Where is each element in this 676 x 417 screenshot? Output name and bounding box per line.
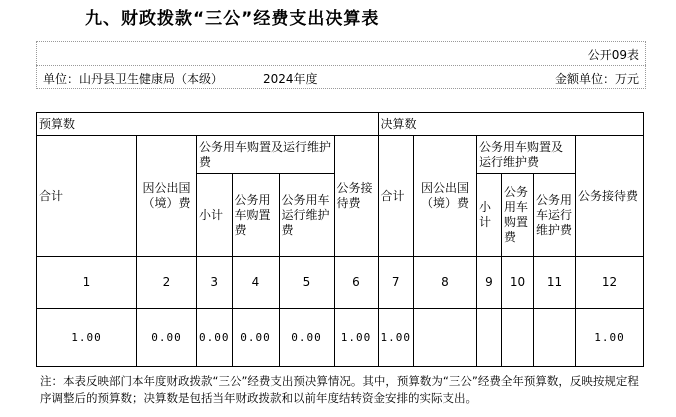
value-cell [414, 309, 477, 367]
page-title: 九、财政拨款“三公”经费支出决算表 [85, 9, 380, 29]
col-number: 11 [534, 257, 576, 309]
budget-header: 预算数 [37, 113, 379, 136]
final-car-purchase-header: 公务用车购置费 [502, 174, 534, 257]
value-cell: 0.00 [279, 309, 334, 367]
col-number: 2 [137, 257, 197, 309]
col-number: 9 [477, 257, 502, 309]
value-cell: 0.00 [137, 309, 197, 367]
budget-reception-header: 公务接待费 [334, 136, 378, 257]
value-cell [477, 309, 502, 367]
value-cell [534, 309, 576, 367]
budget-car-purchase-header: 公务用车购置费 [232, 174, 279, 257]
final-reception-header: 公务接待费 [576, 136, 644, 257]
value-cell: 0.00 [197, 309, 233, 367]
final-subtotal-header: 小计 [477, 174, 502, 257]
col-number: 10 [502, 257, 534, 309]
final-total-header: 合计 [378, 136, 414, 257]
col-number: 7 [378, 257, 414, 309]
value-cell: 1.00 [334, 309, 378, 367]
value-cell: 1.00 [378, 309, 414, 367]
final-header: 决算数 [378, 113, 644, 136]
value-cell [502, 309, 534, 367]
final-car-run-header: 公务用车运行维护费 [534, 174, 576, 257]
value-cell: 0.00 [232, 309, 279, 367]
value-cell: 1.00 [576, 309, 644, 367]
form-number: 公开09表 [587, 48, 639, 62]
budget-car-group-header: 公务用车购置及运行维护费 [197, 136, 335, 174]
budget-car-run-header: 公务用车运行维护费 [279, 174, 334, 257]
col-number: 6 [334, 257, 378, 309]
form-number-row [36, 41, 646, 65]
budget-total-header: 合计 [37, 136, 137, 257]
value-cell: 1.00 [37, 309, 137, 367]
unit-row [36, 65, 646, 89]
col-number: 5 [279, 257, 334, 309]
year-label: 2024年度 [263, 72, 318, 86]
col-number: 1 [37, 257, 137, 309]
col-number: 3 [197, 257, 233, 309]
budget-abroad-header: 因公出国（境）费 [137, 136, 197, 257]
final-car-group-header: 公务用车购置及运行维护费 [477, 136, 576, 174]
table-note: 注：本表反映部门本年度财政拨款“三公”经费支出预决算情况。其中，预算数为“三公”经费全年预算数，反映按规定程序调整后的预算数；决算数是包括当年财政拨款和以前年度结转资金安排的实际支出。 [40, 374, 639, 405]
final-abroad-header: 因公出国（境）费 [414, 136, 477, 257]
col-number: 8 [414, 257, 477, 309]
budget-subtotal-header: 小计 [197, 174, 233, 257]
col-number: 12 [576, 257, 644, 309]
col-number: 4 [232, 257, 279, 309]
unit-label: 单位：山丹县卫生健康局（本级） [43, 72, 224, 86]
three-public-expense-table [36, 112, 644, 367]
amount-unit: 金额单位：万元 [554, 72, 639, 86]
